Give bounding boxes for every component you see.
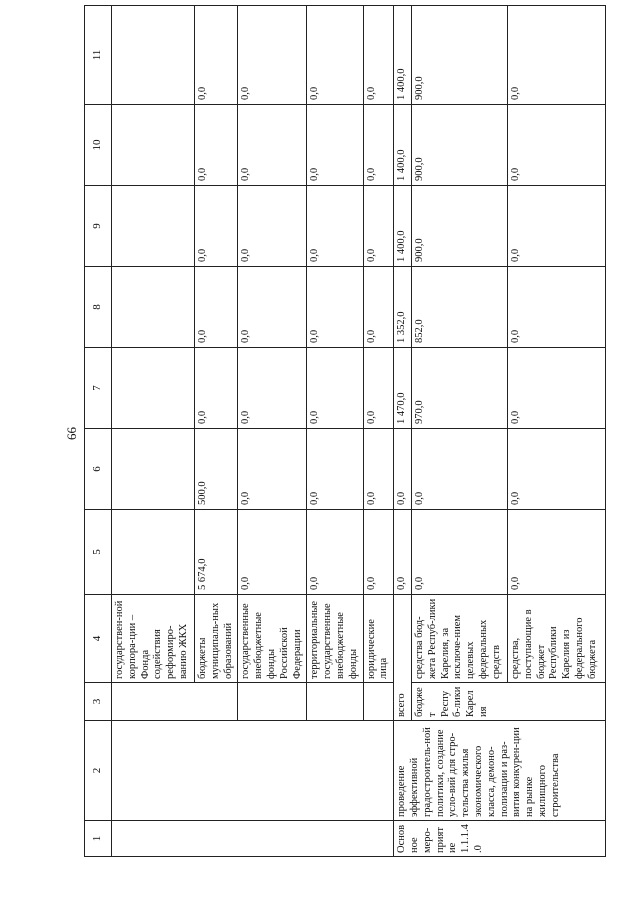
empty-cell	[307, 683, 363, 721]
source-cell: территориальные государственные внебюджетные фонды	[307, 595, 363, 683]
value-cell: 0,0	[238, 348, 307, 429]
empty-cell	[363, 683, 394, 721]
empty-cell	[195, 683, 238, 721]
value-cell: 0,0	[238, 267, 307, 348]
value-cell: 0,0	[238, 510, 307, 595]
value-cell: 0,0	[195, 267, 238, 348]
table-container	[84, 5, 622, 857]
value-cell: 0,0	[507, 510, 605, 595]
header-cell: 7	[85, 348, 112, 429]
value-cell: 0,0	[307, 267, 363, 348]
header-cell: 3	[85, 683, 112, 721]
empty-cell	[112, 721, 394, 821]
source-cell: юридические лица	[363, 595, 394, 683]
table-row	[394, 6, 412, 857]
value-cell	[112, 105, 195, 186]
funding-table	[84, 5, 606, 857]
value-cell: 0,0	[307, 186, 363, 267]
value-cell: 0,0	[307, 6, 363, 105]
value-cell: 0,0	[507, 348, 605, 429]
value-cell: 0,0	[307, 429, 363, 510]
value-cell: 0,0	[195, 105, 238, 186]
value-cell: 0,0	[363, 267, 394, 348]
header-cell: 2	[85, 721, 112, 821]
source-cell: бюджеты муниципаль-ных образований	[195, 595, 238, 683]
value-cell: 1 470,0	[394, 348, 412, 429]
header-cell: 10	[85, 105, 112, 186]
value-cell: 900,0	[411, 105, 507, 186]
value-cell: 900,0	[411, 186, 507, 267]
value-cell	[112, 510, 195, 595]
value-cell: 0,0	[307, 348, 363, 429]
header-cell: 6	[85, 429, 112, 510]
value-cell	[112, 348, 195, 429]
source-cell: средства бюд-жета Респуб-лики Карелия, за исключе-нием целевых федеральных средств	[411, 595, 507, 683]
value-cell: 0,0	[507, 186, 605, 267]
value-cell: 0,0	[307, 510, 363, 595]
value-cell	[112, 6, 195, 105]
value-cell: 0,0	[307, 105, 363, 186]
header-cell: 5	[85, 510, 112, 595]
value-cell: 0,0	[363, 429, 394, 510]
header-cell: 11	[85, 6, 112, 105]
value-cell: 0,0	[363, 105, 394, 186]
value-cell: 0,0	[238, 429, 307, 510]
empty-cell	[238, 683, 307, 721]
value-cell: 5 674,0	[195, 510, 238, 595]
value-cell: 1 400,0	[394, 186, 412, 267]
header-cell: 8	[85, 267, 112, 348]
value-cell: 500,0	[195, 429, 238, 510]
value-cell: 1 400,0	[394, 105, 412, 186]
value-cell: 1 352,0	[394, 267, 412, 348]
value-cell: 0,0	[394, 510, 412, 595]
value-cell: 0,0	[507, 429, 605, 510]
value-cell: 1 400,0	[394, 6, 412, 105]
source-cell: государствен-ной корпора-ции – Фонда содействия реформиро-ванию ЖКХ	[112, 595, 195, 683]
source-cell: средства, поступающие в бюджет Республики Карелия из федерального бюджета	[507, 595, 605, 683]
header-cell: 1	[85, 821, 112, 857]
value-cell: 852,0	[411, 267, 507, 348]
value-cell: 0,0	[363, 510, 394, 595]
value-cell: 970,0	[411, 348, 507, 429]
value-cell: 0,0	[507, 267, 605, 348]
value-cell: 0,0	[394, 429, 412, 510]
executor-cell: всего	[394, 595, 412, 721]
measure-code: Основное меро-приятие 1.1.1.4.0	[394, 821, 606, 857]
value-cell: 0,0	[507, 6, 605, 105]
value-cell	[112, 267, 195, 348]
value-cell: 0,0	[363, 348, 394, 429]
executor-cell: бюджет Респуб-лики Карелия	[411, 683, 605, 721]
value-cell: 0,0	[507, 105, 605, 186]
column-number-row	[85, 6, 112, 857]
value-cell: 0,0	[363, 186, 394, 267]
value-cell: 0,0	[195, 348, 238, 429]
value-cell: 0,0	[238, 6, 307, 105]
table-row	[112, 6, 195, 857]
value-cell: 0,0	[411, 429, 507, 510]
header-cell: 4	[85, 595, 112, 683]
value-cell: 900,0	[411, 6, 507, 105]
empty-cell	[112, 821, 394, 857]
value-cell: 0,0	[195, 186, 238, 267]
value-cell: 0,0	[238, 186, 307, 267]
header-cell: 9	[85, 186, 112, 267]
value-cell: 0,0	[363, 6, 394, 105]
value-cell: 0,0	[411, 510, 507, 595]
measure-name: проведение эффективной градостроитель-ной политики, создание усло-вий для стро-тельства жилья экономического класса, демоно-полизации и раз-вития конкурен-ции на рынке жилищного строительства	[394, 721, 606, 821]
value-cell: 0,0	[238, 105, 307, 186]
value-cell	[112, 186, 195, 267]
page-number: 66	[64, 427, 79, 440]
value-cell	[112, 429, 195, 510]
empty-cell	[112, 683, 195, 721]
value-cell: 0,0	[195, 6, 238, 105]
source-cell: государственные внебюджетные фонды Российской Федерации	[238, 595, 307, 683]
